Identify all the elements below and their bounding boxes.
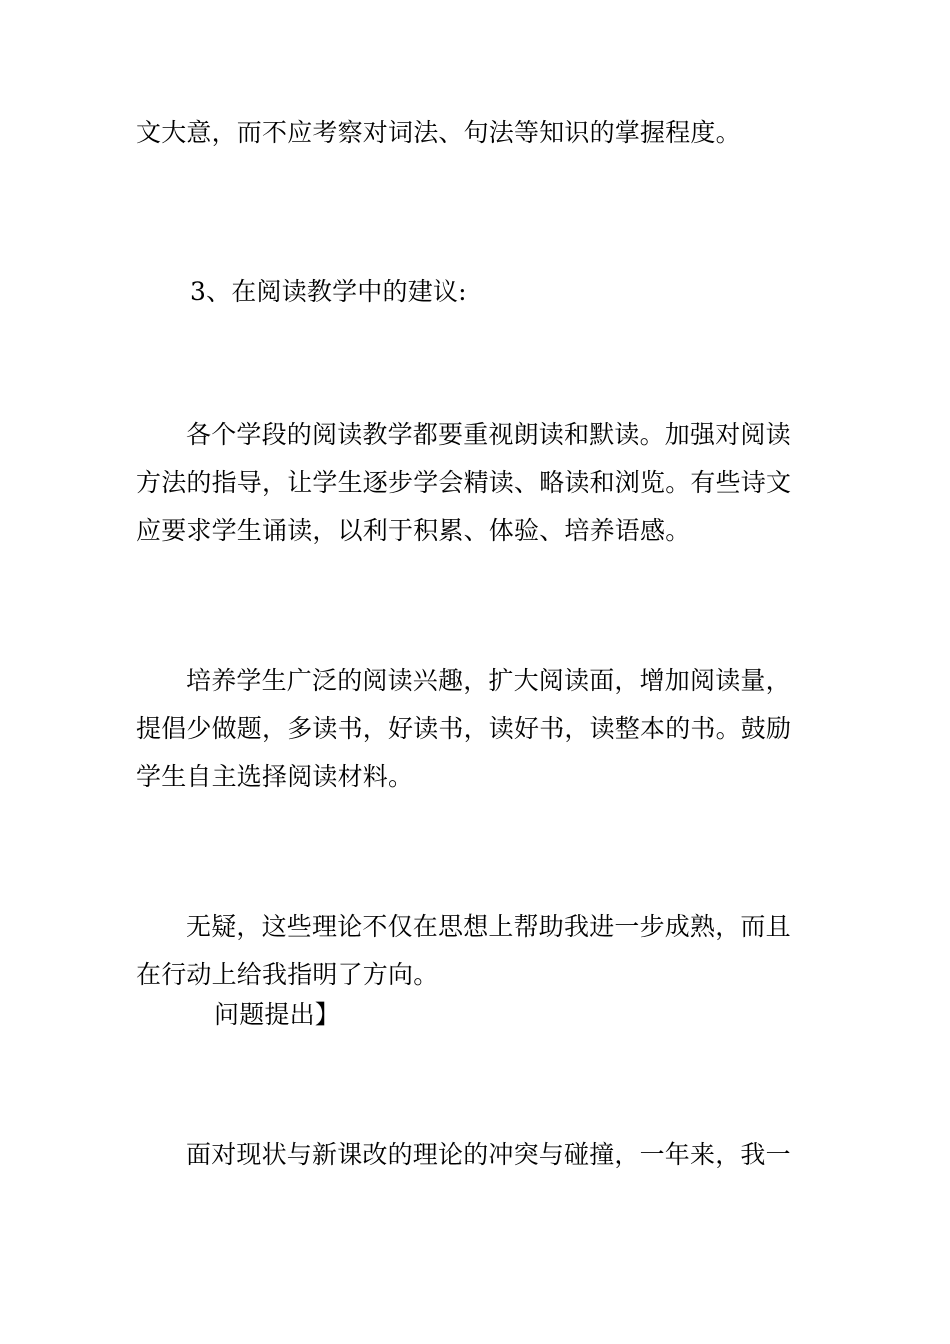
paragraph-2-line-2: 提倡少做题，多读书，好读书，读好书，读整本的书。鼓励 — [136, 714, 792, 743]
paragraph-1-line-2: 方法的指导，让学生逐步学会精读、略读和浏览。有些诗文 — [136, 468, 792, 497]
paragraph-1-line-3: 应要求学生诵读，以利于积累、体验、培养语感。 — [136, 516, 691, 545]
paragraph-1-line-1: 各个学段的阅读教学都要重视朗读和默读。加强对阅读 — [186, 420, 791, 449]
paragraph-3-line-1: 无疑，这些理论不仅在思想上帮助我进一步成熟，而且 — [186, 912, 791, 941]
continuation-text: 文大意，而不应考察对词法、句法等知识的掌握程度。 — [136, 118, 741, 147]
paragraph-2-line-3: 学生自主选择阅读材料。 — [136, 762, 414, 791]
paragraph-4-line-1: 面对现状与新课改的理论的冲突与碰撞，一年来，我一 — [186, 1140, 791, 1169]
paragraph-3-line-2: 在行动上给我指明了方向。 — [136, 960, 439, 989]
problem-heading: 问题提出】 — [214, 1000, 341, 1029]
paragraph-2-line-1: 培养学生广泛的阅读兴趣，扩大阅读面，增加阅读量， — [186, 666, 791, 695]
section-heading: 3、在阅读教学中的建议: — [190, 277, 467, 306]
